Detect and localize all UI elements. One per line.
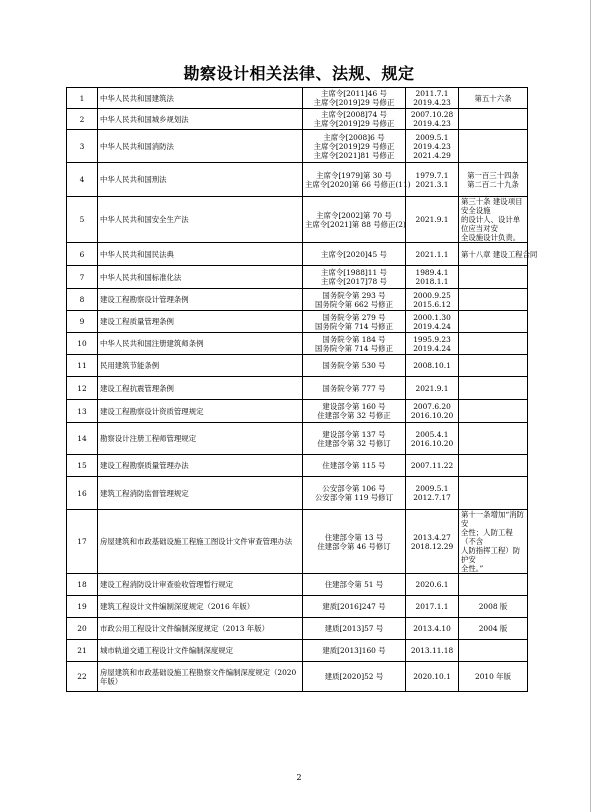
effective-date <box>406 455 459 477</box>
order-number-line: 公安部令第 119 号修订 <box>315 493 393 502</box>
order-number-line: 住建部令第 13 号 <box>324 532 384 542</box>
effective-date-line: 2021.4.29 <box>413 150 451 160</box>
effective-date <box>406 109 459 130</box>
table-row <box>67 243 528 266</box>
note-line: 第十一条增加“消防安 <box>461 510 524 528</box>
note <box>459 243 538 266</box>
table-row <box>67 477 528 510</box>
order-number <box>303 289 406 311</box>
table-row <box>67 640 528 662</box>
table-row <box>67 355 528 377</box>
order-number <box>303 88 406 109</box>
note <box>459 88 528 109</box>
note <box>459 355 528 377</box>
note <box>459 477 528 510</box>
effective-date-line: 2019.4.24 <box>413 321 451 331</box>
order-number-line: 国务院令第 714 号修正 <box>315 321 393 331</box>
row-number: 3 <box>67 130 98 163</box>
regulation-name: 中华人民共和国建筑法 <box>98 88 303 109</box>
order-number-line: 主席令[1988]11 号 <box>321 268 387 277</box>
order-number <box>303 662 406 692</box>
effective-date <box>406 377 459 400</box>
regulation-name: 民用建筑节能条例 <box>98 355 303 377</box>
table-row <box>67 400 528 423</box>
row-number: 12 <box>67 377 98 400</box>
order-number <box>303 243 406 266</box>
effective-date-line: 2009.5.1 <box>415 484 449 493</box>
note <box>459 163 528 197</box>
table-row <box>67 289 528 311</box>
row-number: 22 <box>67 662 98 692</box>
table-row <box>67 130 528 163</box>
note-line: 人防指挥工程）防护安 <box>461 546 521 564</box>
note <box>459 400 528 423</box>
table-row <box>67 266 528 289</box>
order-number-line: 建设部令第 160 号 <box>322 402 386 411</box>
effective-date-line: 2007.10.28 <box>410 110 454 119</box>
order-number-line: 国务院令第 279 号 <box>322 312 386 322</box>
effective-date-line: 2018.12.29 <box>410 541 454 551</box>
order-number-line: 国务院令第 714 号修正 <box>315 343 393 353</box>
order-number-line: 建质[2013]160 号 <box>322 646 386 655</box>
effective-date-line: 2013.11.18 <box>410 646 454 655</box>
regulation-name: 中华人民共和国城乡规划法 <box>98 109 303 130</box>
order-number-line: 建质[2016]247 号 <box>322 602 386 611</box>
regulation-name: 建设工程勘察设计资质管理规定 <box>98 400 303 423</box>
order-number-line: 住建部令第 46 号修订 <box>317 541 391 551</box>
order-number-line: 主席令[2019]29 号修正 <box>313 141 395 151</box>
effective-date <box>406 662 459 692</box>
note-line: 全性。” <box>461 564 484 573</box>
effective-date-line: 2021.3.1 <box>415 179 449 189</box>
regulation-name: 勘察设计注册工程师管理规定 <box>98 423 303 455</box>
note <box>459 311 528 333</box>
table-row <box>67 510 528 574</box>
order-number-line: 国务院令第 293 号 <box>322 290 386 300</box>
note-line: 第五十六条 <box>474 93 512 103</box>
table-row <box>67 662 528 692</box>
order-number-line: 住建部令第 32 号修正 <box>317 411 391 420</box>
row-number: 20 <box>67 618 98 640</box>
row-number: 2 <box>67 109 98 130</box>
regulation-name: 中华人民共和国消防法 <box>98 130 303 163</box>
regulation-name: 市政公用工程设计文件编制深度规定（2013 年版） <box>98 618 303 640</box>
table-row <box>67 197 528 243</box>
effective-date <box>406 88 459 109</box>
regulation-name: 建筑工程消防监督管理规定 <box>98 477 303 510</box>
effective-date-line: 2017.1.1 <box>415 602 449 611</box>
order-number-line: 住建部令第 51 号 <box>324 580 384 589</box>
row-number: 19 <box>67 596 98 618</box>
effective-date-line: 2013.4.27 <box>413 532 451 542</box>
order-number-line: 住建部令第 115 号 <box>322 461 386 470</box>
row-number: 13 <box>67 400 98 423</box>
note <box>459 618 528 640</box>
row-number: 16 <box>67 477 98 510</box>
effective-date-line: 1989.4.1 <box>415 268 449 277</box>
page-title: 勘察设计相关法律、法规、规定 <box>183 64 415 83</box>
effective-date <box>406 640 459 662</box>
effective-date-line: 2012.7.17 <box>413 493 451 502</box>
table-row <box>67 311 528 333</box>
note <box>459 109 528 130</box>
regulation-name: 城市轨道交通工程设计文件编制深度规定 <box>98 640 303 662</box>
table-row <box>67 574 528 596</box>
effective-date <box>406 510 459 574</box>
order-number-line: 主席令[2020]第 66 号修正(11) <box>305 179 411 189</box>
regulation-name: 建设工程勘察质量管理办法 <box>98 455 303 477</box>
order-number-line: 住建部令第 32 号修订 <box>317 438 391 448</box>
row-number: 14 <box>67 423 98 455</box>
regulation-name: 建设工程勘察设计管理条例 <box>98 289 303 311</box>
regulation-name: 中华人民共和国刑法 <box>98 163 303 197</box>
effective-date <box>406 163 459 197</box>
effective-date-line: 2008.10.1 <box>413 361 451 370</box>
effective-date-line: 2020.6.1 <box>415 580 449 589</box>
order-number <box>303 596 406 618</box>
note-line: 全设施设计负责。 <box>461 233 521 242</box>
table-row <box>67 88 528 109</box>
order-number-line: 主席令[2019]29 号修正 <box>313 98 395 107</box>
note <box>459 455 528 477</box>
order-number <box>303 109 406 130</box>
regulation-name: 建设工程抗震管理条例 <box>98 377 303 400</box>
order-number <box>303 197 406 243</box>
regulation-name: 中华人民共和国注册建筑师条例 <box>98 333 303 355</box>
effective-date <box>406 596 459 618</box>
effective-date-line: 2018.1.1 <box>415 277 449 286</box>
order-number-line: 主席令[1979]第 30 号 <box>316 170 392 180</box>
order-number-line: 国务院令第 777 号 <box>322 383 386 393</box>
note-line: 2008 版 <box>478 602 508 611</box>
table-row <box>67 423 528 455</box>
note <box>459 333 528 355</box>
note <box>459 130 528 163</box>
row-number: 8 <box>67 289 98 311</box>
effective-date-line: 2019.4.24 <box>413 343 451 353</box>
effective-date-line: 2019.4.23 <box>413 119 451 128</box>
effective-date-line: 2015.6.12 <box>413 299 451 309</box>
order-number <box>303 618 406 640</box>
order-number-line: 主席令[2008]6 号 <box>323 132 385 142</box>
row-number: 11 <box>67 355 98 377</box>
row-number: 17 <box>67 510 98 574</box>
table-row <box>67 333 528 355</box>
order-number-line: 建质[2020]52 号 <box>324 672 384 681</box>
note <box>459 266 528 289</box>
regulation-name: 建设工程消防设计审查验收管理暂行规定 <box>98 574 303 596</box>
note <box>459 197 528 243</box>
note-line: 2004 版 <box>478 624 508 633</box>
row-number: 5 <box>67 197 98 243</box>
regulation-name: 房屋建筑和市政基础设施工程勘察文件编制深度规定（2020 年版） <box>98 662 303 692</box>
page-number: 2 <box>296 773 302 782</box>
effective-date-line: 2016.10.20 <box>410 438 454 448</box>
order-number <box>303 311 406 333</box>
order-number <box>303 574 406 596</box>
order-number <box>303 400 406 423</box>
order-number-line: 国务院令第 530 号 <box>322 361 386 370</box>
effective-date-line: 2007.11.22 <box>410 461 454 470</box>
effective-date <box>406 400 459 423</box>
effective-date <box>406 243 459 266</box>
order-number <box>303 477 406 510</box>
regulation-name: 建设工程质量管理条例 <box>98 311 303 333</box>
effective-date-line: 1979.7.1 <box>415 170 449 180</box>
order-number-line: 主席令[2002]第 70 号 <box>316 210 392 220</box>
order-number <box>303 377 406 400</box>
note-line: 全性；人防工程（不含 <box>461 528 513 546</box>
row-number: 6 <box>67 243 98 266</box>
effective-date <box>406 618 459 640</box>
note <box>459 423 528 455</box>
effective-date-line: 2000.1.30 <box>413 312 451 322</box>
effective-date-line: 2019.4.23 <box>413 98 451 107</box>
effective-date <box>406 574 459 596</box>
order-number-line: 主席令[2008]74 号 <box>321 110 387 119</box>
effective-date-line: 2000.9.25 <box>413 290 451 300</box>
table-row <box>67 163 528 197</box>
order-number <box>303 640 406 662</box>
effective-date-line: 2013.4.10 <box>413 624 451 633</box>
effective-date-line: 2019.4.23 <box>413 141 451 151</box>
row-number: 10 <box>67 333 98 355</box>
note-line: 第十八章 建设工程合同 <box>461 249 538 259</box>
order-number <box>303 510 406 574</box>
effective-date <box>406 477 459 510</box>
note <box>459 289 528 311</box>
order-number <box>303 455 406 477</box>
note-line: 2010 年版 <box>475 672 511 681</box>
row-number: 18 <box>67 574 98 596</box>
row-number: 1 <box>67 88 98 109</box>
order-number-line: 主席令[2017]78 号 <box>321 277 387 286</box>
note <box>459 640 528 662</box>
effective-date <box>406 333 459 355</box>
order-number-line: 国务院令第 662 号修正 <box>315 299 393 309</box>
effective-date-line: 2016.10.20 <box>410 411 454 420</box>
effective-date-line: 2021.9.1 <box>415 383 449 393</box>
effective-date-line: 2005.4.1 <box>415 429 449 439</box>
table-row <box>67 618 528 640</box>
effective-date <box>406 311 459 333</box>
effective-date-line: 2011.7.1 <box>415 89 449 98</box>
regulation-name: 中华人民共和国民法典 <box>98 243 303 266</box>
table-row <box>67 109 528 130</box>
effective-date <box>406 423 459 455</box>
order-number-line: 主席令[2021]第 88 号修正(2) <box>305 219 406 229</box>
row-number: 7 <box>67 266 98 289</box>
note-line: 第一百三十四条 <box>467 170 519 180</box>
effective-date-line: 1995.9.23 <box>413 334 451 344</box>
table-row <box>67 596 528 618</box>
order-number <box>303 333 406 355</box>
order-number-line: 建质[2013]57 号 <box>324 624 384 633</box>
effective-date-line: 2020.10.1 <box>413 672 451 681</box>
note <box>459 574 528 596</box>
effective-date <box>406 289 459 311</box>
row-number: 9 <box>67 311 98 333</box>
order-number <box>303 355 406 377</box>
note-line: 的设计人、设计单位应当对安 <box>461 215 521 233</box>
effective-date <box>406 266 459 289</box>
effective-date-line: 2009.5.1 <box>415 132 449 142</box>
table-row <box>67 455 528 477</box>
order-number-line: 主席令[2011]46 号 <box>321 89 387 98</box>
regulation-name: 中华人民共和国标准化法 <box>98 266 303 289</box>
note <box>459 662 528 692</box>
order-number-line: 国务院令第 184 号 <box>322 334 386 344</box>
row-number: 15 <box>67 455 98 477</box>
page-edge <box>590 0 591 812</box>
regulations-table <box>66 87 538 692</box>
note <box>459 510 528 574</box>
order-number-line: 建设部令第 137 号 <box>322 429 386 439</box>
order-number-line: 主席令[2019]29 号修正 <box>313 119 395 128</box>
effective-date <box>406 130 459 163</box>
effective-date-line: 2007.6.20 <box>413 402 451 411</box>
order-number-line: 主席令[2020]45 号 <box>321 249 387 259</box>
regulation-name: 中华人民共和国安全生产法 <box>98 197 303 243</box>
regulation-name: 房屋建筑和市政基础设施工程施工图设计文件审查管理办法 <box>98 510 303 574</box>
regulation-name: 建筑工程设计文件编制深度规定（2016 年版） <box>98 596 303 618</box>
order-number <box>303 130 406 163</box>
row-number: 21 <box>67 640 98 662</box>
note <box>459 377 528 400</box>
order-number <box>303 163 411 197</box>
effective-date <box>406 355 459 377</box>
order-number <box>303 423 406 455</box>
note-line: 第二百二十九条 <box>467 179 519 189</box>
table-row <box>67 377 528 400</box>
order-number-line: 主席令[2021]81 号修正 <box>313 150 395 160</box>
effective-date <box>406 197 459 243</box>
note <box>459 596 528 618</box>
order-number-line: 公安部令第 106 号 <box>322 484 386 493</box>
order-number <box>303 266 406 289</box>
effective-date-line: 2021.9.1 <box>415 215 449 224</box>
note-line: 第三十条 建设项目安全设施 <box>461 197 523 215</box>
effective-date-line: 2021.1.1 <box>415 249 449 259</box>
row-number: 4 <box>67 163 98 197</box>
